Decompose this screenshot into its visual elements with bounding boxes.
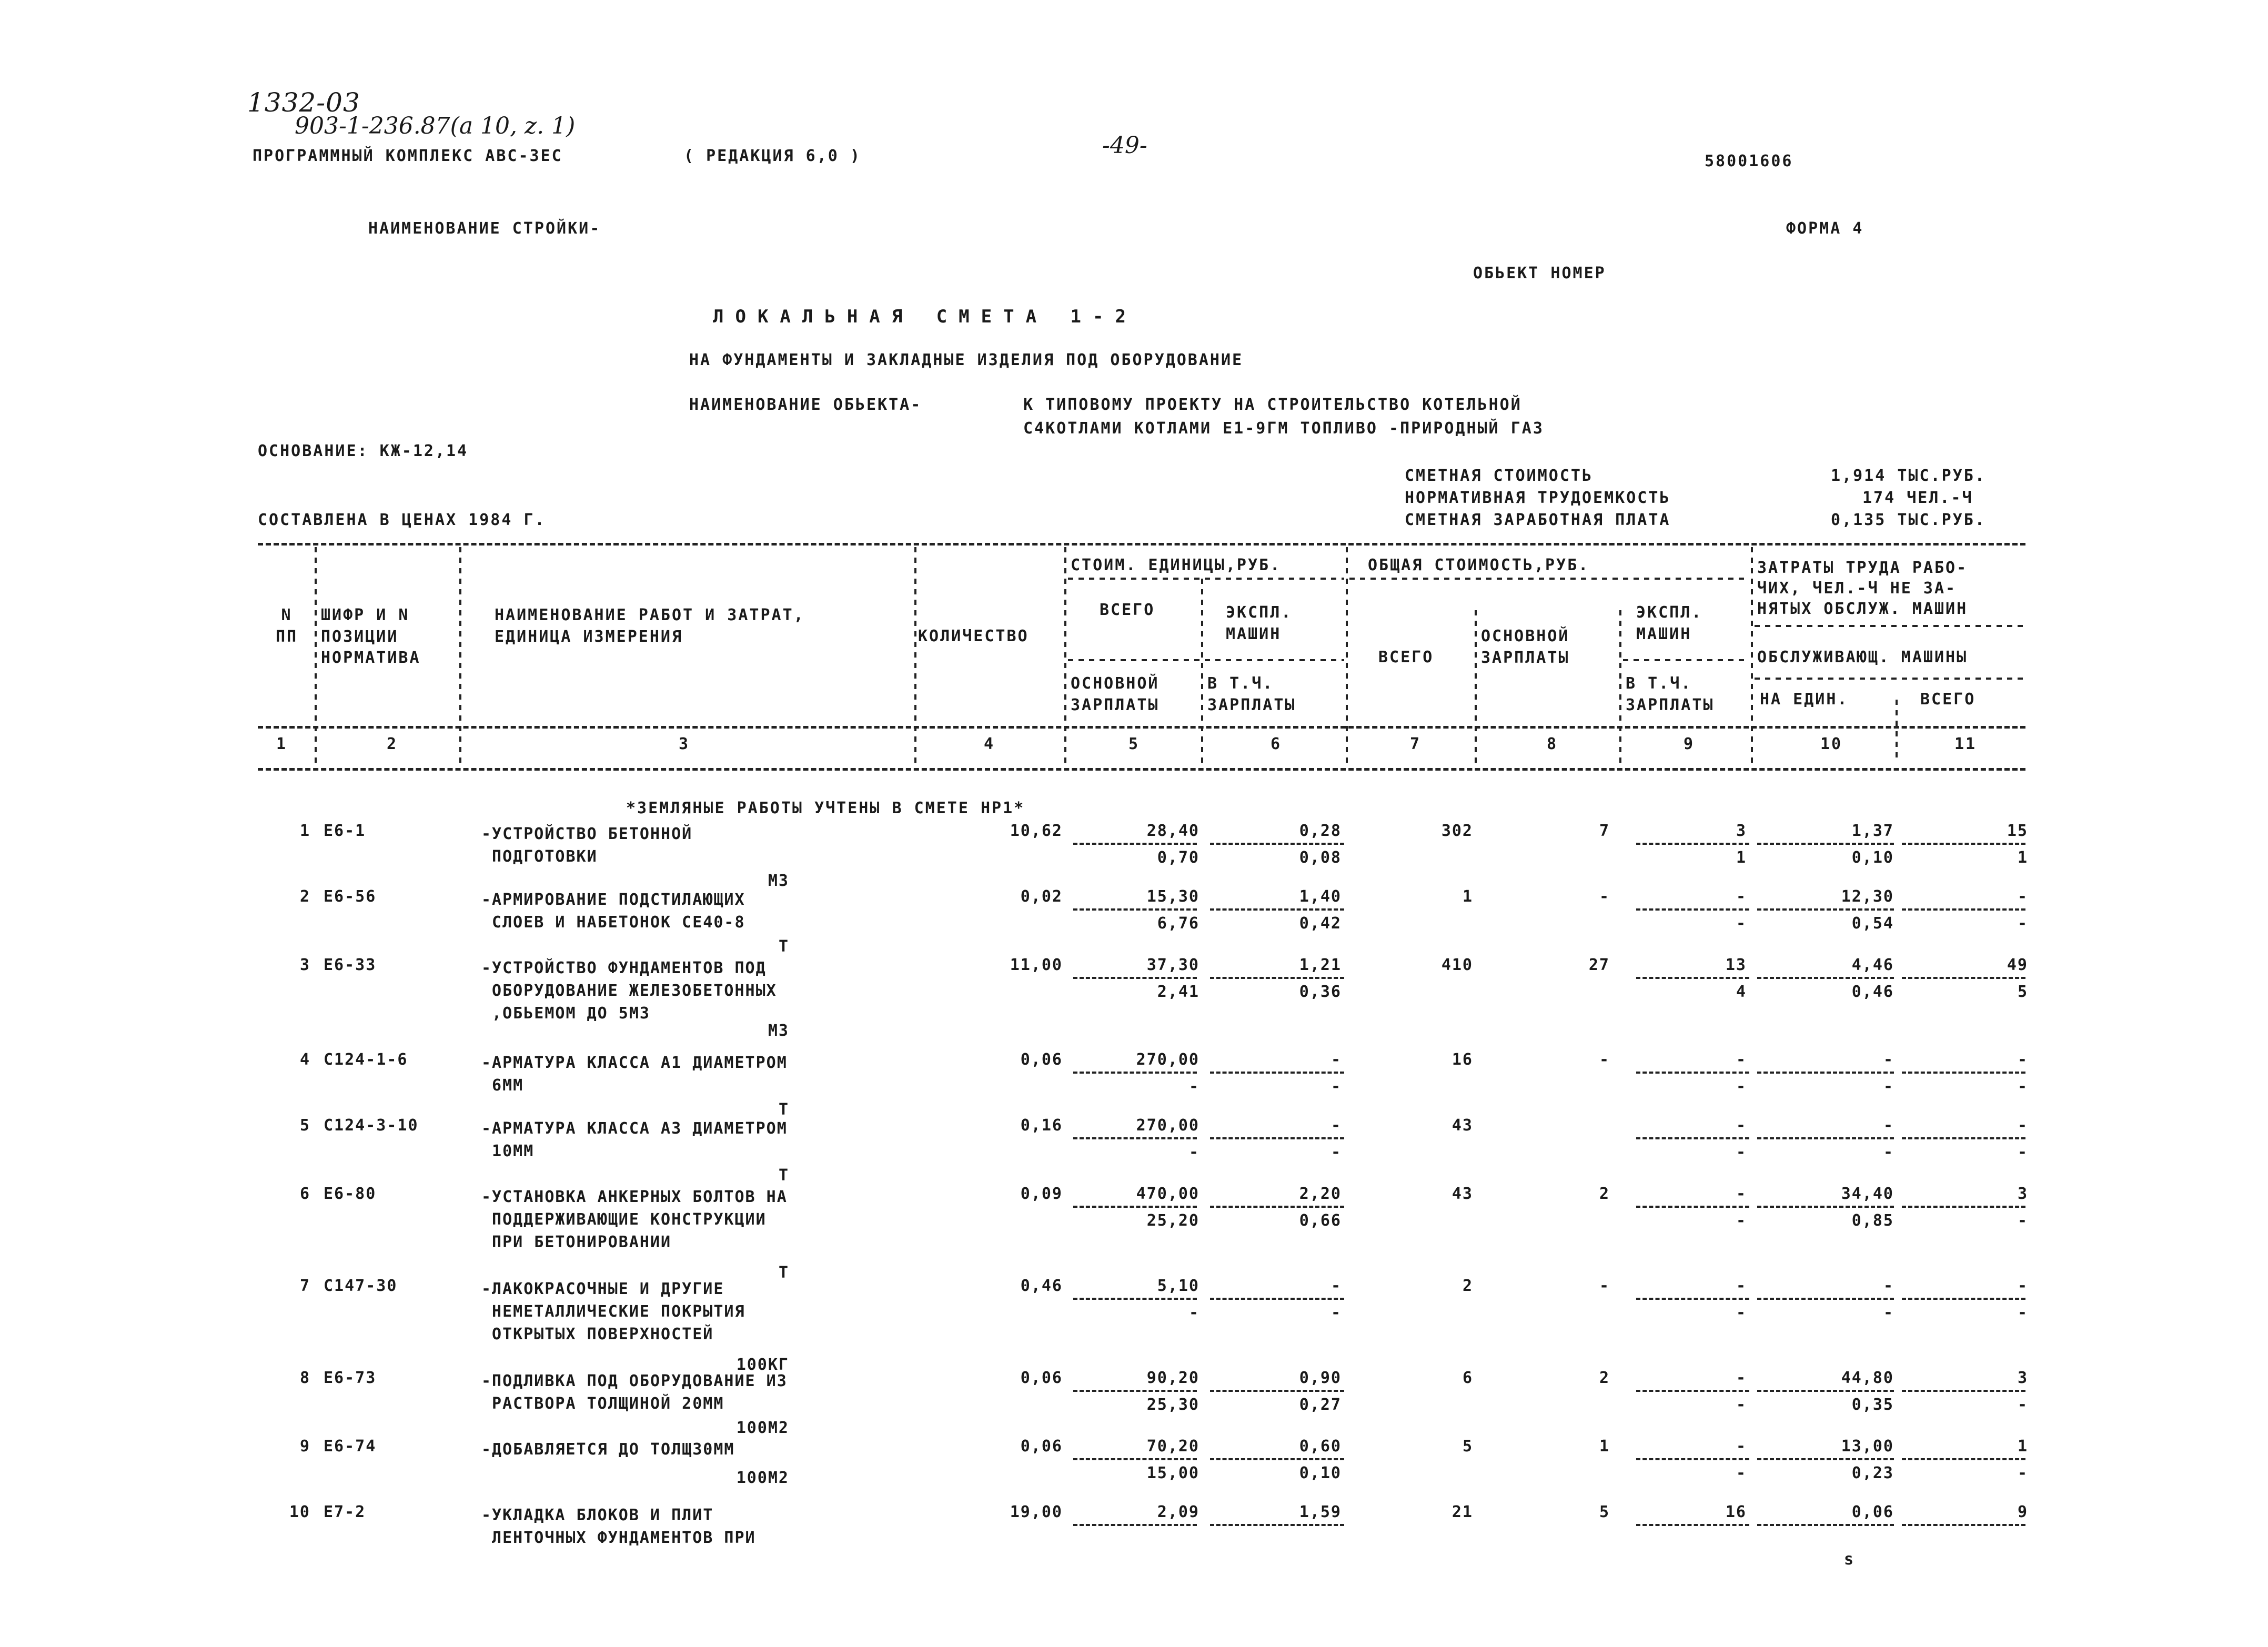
row-total-machines: 13 (1725, 956, 1747, 974)
row-separator (1757, 1298, 1894, 1300)
row-separator (1902, 1458, 2025, 1460)
row-separator (1757, 1072, 1894, 1074)
row-code: Е6-33 (324, 956, 377, 974)
row-separator (1073, 1206, 1197, 1208)
row-total: 410 (1441, 956, 1473, 974)
header-unit-machine-wages: В Т.Ч. ЗАРПЛАТЫ (1207, 674, 1296, 714)
row-separator (1902, 1390, 2025, 1392)
row-unit-machine-wages: 0,08 (1299, 848, 1342, 867)
row-separator (1636, 1072, 1749, 1074)
row-separator (1636, 843, 1749, 845)
row-total-machine-wages: - (1736, 1304, 1747, 1322)
row-separator (1757, 908, 1894, 911)
row-name: -УСТАНОВКА АНКЕРНЫХ БОЛТОВ НА ПОДДЕРЖИВАЮЩИЕ КОНСТРУКЦИИ ПРИ БЕТОНИРОВАНИИ (481, 1188, 788, 1251)
row-total-machines: - (1736, 1050, 1747, 1069)
row-name: -ДОБАВЛЯЕТСЯ ДО ТОЛЩ30ММ (481, 1440, 735, 1459)
row-separator (1757, 977, 1894, 979)
row-labor-total: 15 (2007, 822, 2028, 840)
row-code: С124-3-10 (324, 1116, 419, 1135)
row-total-machine-wages: - (1736, 1211, 1747, 1230)
colnum-3: 3 (679, 735, 690, 753)
row-total: 2 (1462, 1277, 1473, 1295)
row-total-machine-wages: 1 (1736, 848, 1747, 867)
colnum-7: 7 (1410, 735, 1422, 753)
edition: ( РЕДАКЦИЯ 6,0 ) (684, 147, 861, 165)
row-separator (1073, 1072, 1197, 1074)
row-number: 7 (299, 1277, 310, 1295)
row-unit-total: 70,20 (1146, 1437, 1199, 1456)
row-labor-total-2: - (2017, 1304, 2028, 1322)
row-qty: 0,06 (1020, 1050, 1063, 1069)
row-code: Е6-80 (324, 1185, 377, 1203)
header-labor: ЗАТРАТЫ ТРУДА РАБО- ЧИХ, ЧЕЛ.-Ч НЕ ЗА- НЯТЫХ ОБСЛУЖ. МАШИН (1757, 559, 1968, 618)
row-separator (1073, 908, 1197, 911)
row-separator (1757, 1390, 1894, 1392)
row-labor-unit-2: - (1883, 1304, 1894, 1322)
colnum-6: 6 (1271, 735, 1282, 753)
row-unit-total: 270,00 (1136, 1116, 1199, 1135)
summary-value-labor: 174 ЧЕЛ.-Ч (1862, 489, 1973, 507)
row-total-machine-wages: - (1736, 914, 1747, 933)
row-number: 2 (299, 887, 310, 906)
row-separator (1210, 1524, 1344, 1526)
row-number: 10 (289, 1503, 310, 1521)
row-name: -ПОДЛИВКА ПОД ОБОРУДОВАНИЕ ИЗ РАСТВОРА ТОЛЩИНОЙ 20ММ (481, 1372, 788, 1413)
prices-basis: СОСТАВЛЕНА В ЦЕНАХ 1984 Г. (258, 511, 546, 529)
colnum-8: 8 (1547, 735, 1558, 753)
header-col-name: НАИМЕНОВАНИЕ РАБОТ И ЗАТРАТ, ЕДИНИЦА ИЗМЕРЕНИЯ (495, 606, 805, 646)
row-labor-unit: 4,46 (1851, 956, 1894, 974)
row-total-machines: - (1736, 887, 1747, 906)
row-total-wages: 27 (1588, 956, 1610, 974)
row-total-machines: - (1736, 1369, 1747, 1387)
row-number: 5 (299, 1116, 310, 1135)
row-labor-total-2: - (2017, 1396, 2028, 1414)
row-labor-total: - (2017, 887, 2028, 906)
row-qty: 11,00 (1010, 956, 1063, 974)
object-line-1: К ТИПОВОМУ ПРОЕКТУ НА СТРОИТЕЛЬСТВО КОТЕЛЬНОЙ (1023, 396, 1522, 414)
row-unit-machine-wages: 0,36 (1299, 983, 1342, 1001)
object-label: НАИМЕНОВАНИЕ ОБЬЕКТА- (689, 396, 922, 414)
row-separator (1210, 1206, 1344, 1208)
row-number: 9 (299, 1437, 310, 1456)
section-note: *ЗЕМЛЯНЫЕ РАБОТЫ УЧТЕНЫ В СМЕТЕ НР1* (626, 799, 1025, 817)
row-total-machine-wages: - (1736, 1077, 1747, 1096)
row-qty: 0,16 (1020, 1116, 1063, 1135)
header-col-code: ШИФР И N ПОЗИЦИИ НОРМАТИВА (321, 606, 421, 667)
row-total-machines: 16 (1725, 1503, 1747, 1521)
row-unit-machine-wages: 0,42 (1299, 914, 1342, 933)
row-total: 43 (1451, 1116, 1473, 1135)
row-total-wages: 2 (1599, 1185, 1610, 1203)
row-total-wages: 1 (1599, 1437, 1610, 1456)
row-separator (1636, 1390, 1749, 1392)
row-unit-total: 470,00 (1136, 1185, 1199, 1203)
row-separator (1636, 1524, 1749, 1526)
row-separator (1902, 1298, 2025, 1300)
row-unit: Т (778, 1264, 789, 1282)
row-total-machine-wages: - (1736, 1464, 1747, 1482)
header-col-qty: КОЛИЧЕСТВО (918, 627, 1029, 645)
row-unit: Т (778, 937, 789, 956)
row-qty: 19,00 (1010, 1503, 1063, 1521)
colnum-4: 4 (984, 735, 995, 753)
row-separator (1210, 1390, 1344, 1392)
row-labor-unit-2: 0,23 (1851, 1464, 1894, 1482)
row-number: 3 (299, 956, 310, 974)
header-col-num: N ПП (275, 606, 298, 646)
row-unit: 100М2 (736, 1469, 789, 1487)
row-unit-total: 2,09 (1157, 1503, 1199, 1521)
row-total: 6 (1462, 1369, 1473, 1387)
row-labor-total: 9 (2017, 1503, 2028, 1521)
header-unit-wages: ОСНОВНОЙ ЗАРПЛАТЫ (1071, 674, 1160, 714)
row-number: 8 (299, 1369, 310, 1387)
row-total-wages: - (1599, 1277, 1610, 1295)
row-labor-unit-2: 0,85 (1851, 1211, 1894, 1230)
row-separator (1636, 908, 1749, 911)
row-total-wages: 7 (1599, 822, 1610, 840)
row-separator (1636, 1137, 1749, 1139)
program-name: ПРОГРАММНЫЙ КОМПЛЕКС АВС-ЗЕС (253, 147, 563, 165)
row-labor-total: - (2017, 1277, 2028, 1295)
row-separator (1210, 1298, 1344, 1300)
row-unit-machine-wages: 0,10 (1299, 1464, 1342, 1482)
row-unit-wages: 6,76 (1157, 914, 1199, 933)
row-number: 1 (299, 822, 310, 840)
row-total-machine-wages: - (1736, 1396, 1747, 1414)
row-qty: 0,06 (1020, 1437, 1063, 1456)
row-total: 43 (1451, 1185, 1473, 1203)
row-separator (1073, 1458, 1197, 1460)
basis: ОСНОВАНИЕ: КЖ-12,14 (258, 442, 469, 460)
header-unit-cost: СТОИМ. ЕДИНИЦЫ,РУБ. (1071, 556, 1282, 574)
row-total-machine-wages: - (1736, 1143, 1747, 1161)
row-unit: М3 (768, 1022, 789, 1040)
row-labor-total-2: - (2017, 1077, 2028, 1096)
row-total: 1 (1462, 887, 1473, 906)
header-total-all: ВСЕГО (1378, 648, 1434, 666)
row-labor-unit: 0,06 (1851, 1503, 1894, 1521)
row-unit-machine-wages: - (1330, 1304, 1342, 1322)
header-unit-total: ВСЕГО (1100, 601, 1155, 619)
header-unit-machines: ЭКСПЛ. МАШИН (1226, 603, 1293, 643)
row-separator (1210, 1458, 1344, 1460)
colnum-5: 5 (1128, 735, 1140, 753)
row-unit-machines: - (1330, 1116, 1342, 1135)
row-unit-machines: 2,20 (1299, 1185, 1342, 1203)
row-unit: 100М2 (736, 1419, 789, 1437)
row-labor-unit: 34,40 (1841, 1185, 1894, 1203)
row-labor-total: 49 (2007, 956, 2028, 974)
row-separator (1902, 977, 2025, 979)
colnum-2: 2 (387, 735, 398, 753)
row-unit-total: 28,40 (1146, 822, 1199, 840)
row-unit-machine-wages: - (1330, 1143, 1342, 1161)
row-unit-machines: 1,40 (1299, 887, 1342, 906)
row-labor-total-2: - (2017, 1211, 2028, 1230)
document-subtitle: НА ФУНДАМЕНТЫ И ЗАКЛАДНЫЕ ИЗДЕЛИЯ ПОД ОБОРУДОВАНИЕ (689, 351, 1244, 369)
row-unit-wages: - (1188, 1143, 1199, 1161)
row-separator (1636, 1458, 1749, 1460)
row-separator (1073, 1298, 1197, 1300)
row-labor-total-2: - (2017, 914, 2028, 933)
row-total-machine-wages: 4 (1736, 983, 1747, 1001)
row-name: -АРМАТУРА КЛАССА А3 ДИАМЕТРОМ 10ММ (481, 1119, 788, 1160)
row-code: Е6-73 (324, 1369, 377, 1387)
row-separator (1757, 843, 1894, 845)
row-labor-unit: - (1883, 1050, 1894, 1069)
row-labor-total-2: - (2017, 1464, 2028, 1482)
object-number: ОБЬЕКТ НОМЕР (1473, 264, 1606, 282)
row-unit-total: 15,30 (1146, 887, 1199, 906)
row-unit-wages: 0,70 (1157, 848, 1199, 867)
header-total-machine-wages: В Т.Ч. ЗАРПЛАТЫ (1626, 674, 1715, 714)
row-name: -УСТРОЙСТВО ФУНДАМЕНТОВ ПОД ОБОРУДОВАНИЕ ЖЕЛЕЗОБЕТОННЫХ ,ОБЬЕМОМ ДО 5М3 (481, 959, 777, 1023)
row-separator (1210, 908, 1344, 911)
row-separator (1636, 1298, 1749, 1300)
row-unit-machines: 0,90 (1299, 1369, 1342, 1387)
colnum-1: 1 (276, 735, 288, 753)
row-separator (1757, 1524, 1894, 1526)
row-qty: 0,46 (1020, 1277, 1063, 1295)
row-unit-machines: 1,59 (1299, 1503, 1342, 1521)
row-name-label: НАИМЕНОВАНИЕ СТРОЙКИ- (368, 219, 601, 238)
row-unit-machines: 1,21 (1299, 956, 1342, 974)
summary-value-wages: 0,135 ТЫС.РУБ. (1831, 511, 1986, 529)
row-separator (1902, 1072, 2025, 1074)
row-total: 21 (1451, 1503, 1473, 1521)
row-unit-machines: - (1330, 1050, 1342, 1069)
row-separator (1210, 843, 1344, 845)
row-unit-machines: - (1330, 1277, 1342, 1295)
row-separator (1902, 1524, 2025, 1526)
row-unit: Т (778, 1100, 789, 1119)
row-labor-total-2: 5 (2017, 983, 2028, 1001)
page-mark: s (1844, 1550, 1856, 1569)
row-total-machines: - (1736, 1277, 1747, 1295)
row-unit: Т (778, 1166, 789, 1185)
row-separator (1902, 908, 2025, 911)
row-unit-wages: 2,41 (1157, 983, 1199, 1001)
colnum-10: 10 (1820, 735, 1843, 753)
row-total: 5 (1462, 1437, 1473, 1456)
summary-label-wages: СМЕТНАЯ ЗАРАБОТНАЯ ПЛАТА (1405, 511, 1671, 529)
row-unit-machine-wages: 0,27 (1299, 1396, 1342, 1414)
row-number: 4 (299, 1050, 310, 1069)
row-name: -АРМИРОВАНИЕ ПОДСТИЛАЮЩИХ СЛОЕВ И НАБЕТОНОК СЕ40-8 (481, 891, 745, 932)
summary-label-cost: СМЕТНАЯ СТОИМОСТЬ (1405, 467, 1594, 485)
row-labor-unit-2: 0,54 (1851, 914, 1894, 933)
row-code: Е6-56 (324, 887, 377, 906)
row-labor-total-2: - (2017, 1143, 2028, 1161)
row-labor-total: 1 (2017, 1437, 2028, 1456)
row-unit-total: 90,20 (1146, 1369, 1199, 1387)
row-labor-total: 3 (2017, 1185, 2028, 1203)
object-line-2: С4КОТЛАМИ КОТЛАМИ Е1-9ГМ ТОПЛИВО -ПРИРОДНЫЙ ГАЗ (1023, 419, 1544, 438)
document-id: 58001606 (1705, 152, 1793, 170)
row-unit-wages: - (1188, 1304, 1199, 1322)
row-unit-wages: 15,00 (1146, 1464, 1199, 1482)
header-labor-service: ОБСЛУЖИВАЮЩ. МАШИНЫ (1757, 648, 1968, 666)
row-separator (1073, 1137, 1197, 1139)
row-code: С147-30 (324, 1277, 398, 1295)
row-separator (1073, 1524, 1197, 1526)
row-code: Е7-2 (324, 1503, 366, 1521)
row-total-machines: 3 (1736, 822, 1747, 840)
row-total-machines: - (1736, 1116, 1747, 1135)
row-labor-unit-2: 0,35 (1851, 1396, 1894, 1414)
row-total-wages: - (1599, 1050, 1610, 1069)
row-qty: 0,02 (1020, 887, 1063, 906)
row-labor-total: - (2017, 1116, 2028, 1135)
row-code: Е6-1 (324, 822, 366, 840)
document-title: ЛОКАЛЬНАЯ СМЕТА 1-2 (713, 306, 1137, 327)
row-labor-total: - (2017, 1050, 2028, 1069)
row-number: 6 (299, 1185, 310, 1203)
row-separator (1636, 977, 1749, 979)
row-unit-total: 270,00 (1136, 1050, 1199, 1069)
row-labor-unit: - (1883, 1277, 1894, 1295)
row-separator (1902, 843, 2025, 845)
row-total-wages: - (1599, 887, 1610, 906)
row-total-wages: 5 (1599, 1503, 1610, 1521)
row-code: Е6-74 (324, 1437, 377, 1456)
row-labor-total-2: 1 (2017, 848, 2028, 867)
row-separator (1210, 977, 1344, 979)
row-unit-machine-wages: 0,66 (1299, 1211, 1342, 1230)
row-total: 302 (1441, 822, 1473, 840)
row-separator (1073, 843, 1197, 845)
row-separator (1757, 1137, 1894, 1139)
row-labor-unit: - (1883, 1116, 1894, 1135)
row-unit-machines: 0,60 (1299, 1437, 1342, 1456)
row-code: С124-1-6 (324, 1050, 408, 1069)
row-labor-unit-2: 0,10 (1851, 848, 1894, 867)
row-unit: 100КГ (736, 1356, 789, 1374)
row-unit-wages: 25,20 (1146, 1211, 1199, 1230)
colnum-11: 11 (1954, 735, 1977, 753)
row-separator (1902, 1206, 2025, 1208)
row-labor-unit-2: 0,46 (1851, 983, 1894, 1001)
handwritten-page-number: -49- (1102, 132, 1147, 159)
colnum-9: 9 (1684, 735, 1695, 753)
row-labor-unit: 12,30 (1841, 887, 1894, 906)
row-unit-wages: - (1188, 1077, 1199, 1096)
row-separator (1757, 1458, 1894, 1460)
row-separator (1636, 1206, 1749, 1208)
row-separator (1210, 1072, 1344, 1074)
form-label: ФОРМА 4 (1786, 219, 1864, 238)
row-labor-total: 3 (2017, 1369, 2028, 1387)
row-name: -АРМАТУРА КЛАССА А1 ДИАМЕТРОМ 6ММ (481, 1054, 788, 1095)
row-unit-total: 5,10 (1157, 1277, 1199, 1295)
row-name: -ЛАКОКРАСОЧНЫЕ И ДРУГИЕ НЕМЕТАЛЛИЧЕСКИЕ ПОКРЫТИЯ ОТКРЫТЫХ ПОВЕРХНОСТЕЙ (481, 1280, 745, 1343)
row-separator (1073, 1390, 1197, 1392)
row-name: -УКЛАДКА БЛОКОВ И ПЛИТ ЛЕНТОЧНЫХ ФУНДАМЕНТОВ ПРИ (481, 1506, 756, 1547)
handwritten-project-code: 903-1-236.87(a 10, z. 1) (295, 113, 576, 139)
row-total-machines: - (1736, 1185, 1747, 1203)
header-total-machines: ЭКСПЛ. МАШИН (1636, 603, 1703, 643)
row-total-wages: 2 (1599, 1369, 1610, 1387)
row-unit-wages: 25,30 (1146, 1396, 1199, 1414)
row-name: -УСТРОЙСТВО БЕТОННОЙ ПОДГОТОВКИ (481, 825, 693, 866)
row-qty: 0,09 (1020, 1185, 1063, 1203)
row-total: 16 (1451, 1050, 1473, 1069)
row-labor-unit-2: - (1883, 1143, 1894, 1161)
row-unit-machine-wages: - (1330, 1077, 1342, 1096)
summary-label-labor: НОРМАТИВНАЯ ТРУДОЕМКОСТЬ (1405, 489, 1671, 507)
row-qty: 10,62 (1010, 822, 1063, 840)
header-total-wages: ОСНОВНОЙ ЗАРПЛАТЫ (1481, 627, 1570, 667)
handwritten-code-top: 1332-03 (247, 87, 360, 118)
row-separator (1210, 1137, 1344, 1139)
summary-value-cost: 1,914 ТЫС.РУБ. (1831, 467, 1986, 485)
row-qty: 0,06 (1020, 1369, 1063, 1387)
row-separator (1073, 977, 1197, 979)
header-labor-unit: НА ЕДИН. (1760, 690, 1849, 709)
header-labor-total: ВСЕГО (1920, 690, 1976, 709)
row-labor-unit: 13,00 (1841, 1437, 1894, 1456)
row-labor-unit: 44,80 (1841, 1369, 1894, 1387)
row-labor-unit: 1,37 (1851, 822, 1894, 840)
row-separator (1757, 1206, 1894, 1208)
row-separator (1902, 1137, 2025, 1139)
row-labor-unit-2: - (1883, 1077, 1894, 1096)
row-total-machines: - (1736, 1437, 1747, 1456)
row-unit-machines: 0,28 (1299, 822, 1342, 840)
row-unit: М3 (768, 872, 789, 890)
row-unit-total: 37,30 (1146, 956, 1199, 974)
header-total-cost: ОБЩАЯ СТОИМОСТЬ,РУБ. (1368, 556, 1590, 574)
